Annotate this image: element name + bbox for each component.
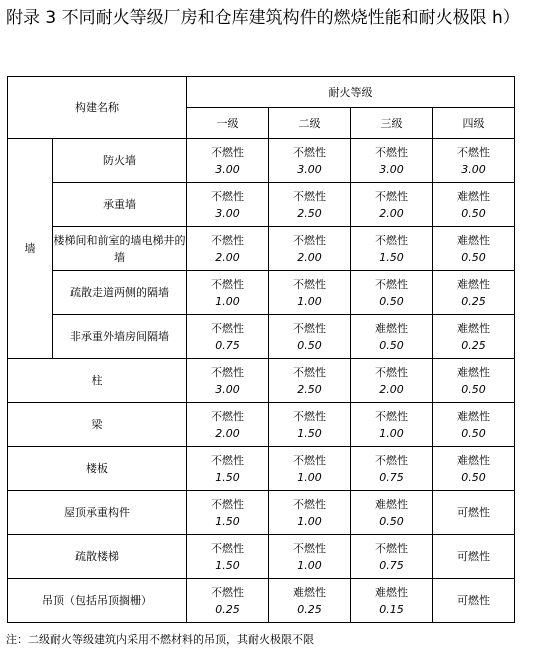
rating-cell: 不燃性 0.75: [351, 535, 433, 579]
wall-group-label: 墙: [8, 139, 53, 359]
fire-resistance-table: [7, 76, 515, 623]
rating-cell: 不燃性 3.00: [187, 139, 269, 183]
rating-cell: 难燃性 0.50: [351, 491, 433, 535]
footnote: 注：二级耐火等级建筑内采用不燃材料的吊顶，其耐火极限不限: [6, 633, 314, 646]
rating-cell: 不燃性 1.50: [187, 535, 269, 579]
rating-cell: 不燃性 1.00: [187, 271, 269, 315]
table-row: [8, 359, 515, 403]
rating-cell: 不燃性 3.00: [187, 359, 269, 403]
header-component-name: 构建名称: [8, 77, 187, 139]
header-grade-1: 一级: [187, 108, 269, 139]
rating-cell: 不燃性 0.75: [351, 447, 433, 491]
rating-cell: 不燃性 3.00: [351, 139, 433, 183]
row-label: 柱: [8, 359, 187, 403]
row-label: 非承重外墙房间隔墙: [53, 315, 187, 359]
rating-cell: 难燃性 0.50: [351, 315, 433, 359]
row-label: 承重墙: [53, 183, 187, 227]
rating-cell: 难燃性 0.50: [433, 227, 515, 271]
header-grade-4: 四级: [433, 108, 515, 139]
table-row: [8, 183, 515, 227]
header-fire-rating: 耐火等级: [187, 77, 515, 108]
row-label: 吊顶（包括吊顶搁栅）: [8, 579, 187, 623]
page-title: 附录 3 不同耐火等级厂房和仓库建筑构件的燃烧性能和耐火极限 h）: [6, 8, 520, 28]
rating-cell: 难燃性 0.50: [433, 183, 515, 227]
row-label: 楼梯间和前室的墙电梯井的墙: [53, 227, 187, 271]
table-row: [8, 315, 515, 359]
rating-cell: 可燃性: [433, 535, 515, 579]
rating-cell: 不燃性 0.75: [187, 315, 269, 359]
rating-cell: 可燃性: [433, 491, 515, 535]
rating-cell: 不燃性 1.50: [187, 491, 269, 535]
rating-cell: 不燃性 2.00: [187, 227, 269, 271]
row-label: 梁: [8, 403, 187, 447]
rating-cell: 不燃性 2.00: [351, 183, 433, 227]
rating-cell: 不燃性 2.00: [187, 403, 269, 447]
rating-cell: 不燃性 1.50: [269, 403, 351, 447]
row-label: 防火墙: [53, 139, 187, 183]
rating-cell: 不燃性 2.50: [269, 359, 351, 403]
rating-cell: 难燃性 0.50: [433, 359, 515, 403]
rating-cell: 不燃性 3.00: [187, 183, 269, 227]
rating-cell: 难燃性 0.25: [433, 271, 515, 315]
table-row: [8, 227, 515, 271]
table-row: [8, 491, 515, 535]
rating-cell: 不燃性 0.50: [269, 315, 351, 359]
rating-cell: 不燃性 2.50: [269, 183, 351, 227]
rating-cell: 难燃性 0.15: [351, 579, 433, 623]
rating-cell: 不燃性 2.00: [351, 359, 433, 403]
rating-cell: 不燃性 1.00: [269, 447, 351, 491]
rating-cell: 不燃性 1.00: [269, 271, 351, 315]
header-grade-2: 二级: [269, 108, 351, 139]
row-label: 疏散走道两侧的隔墙: [53, 271, 187, 315]
table-row: [8, 271, 515, 315]
rating-cell: 不燃性 1.00: [269, 491, 351, 535]
table-row: [8, 447, 515, 491]
table-row: [8, 579, 515, 623]
rating-cell: 不燃性 0.50: [351, 271, 433, 315]
table-row: [8, 139, 515, 183]
rating-cell: 不燃性 2.00: [269, 227, 351, 271]
rating-cell: 难燃性 0.25: [433, 315, 515, 359]
rating-cell: 不燃性 1.50: [351, 227, 433, 271]
rating-cell: 难燃性 0.50: [433, 403, 515, 447]
rating-cell: 不燃性 1.00: [351, 403, 433, 447]
header-grade-3: 三级: [351, 108, 433, 139]
rating-cell: 难燃性 0.25: [269, 579, 351, 623]
rating-cell: 可燃性: [433, 579, 515, 623]
rating-cell: 不燃性 3.00: [433, 139, 515, 183]
table-row: [8, 403, 515, 447]
rating-cell: 不燃性 3.00: [269, 139, 351, 183]
table-row: [8, 535, 515, 579]
row-label: 楼板: [8, 447, 187, 491]
row-label: 疏散楼梯: [8, 535, 187, 579]
rating-cell: 不燃性 1.50: [187, 447, 269, 491]
rating-cell: 不燃性 1.00: [269, 535, 351, 579]
row-label: 屋顶承重构件: [8, 491, 187, 535]
rating-cell: 难燃性 0.50: [433, 447, 515, 491]
rating-cell: 不燃性 0.25: [187, 579, 269, 623]
